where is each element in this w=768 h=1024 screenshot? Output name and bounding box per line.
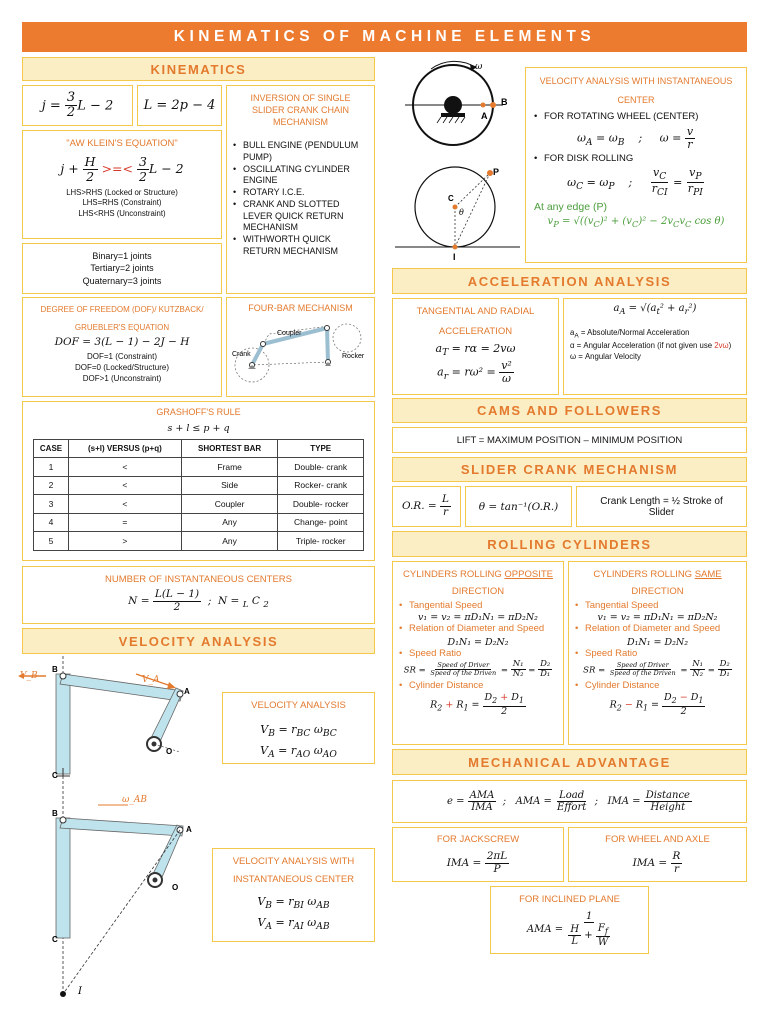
- slider-header: SLIDER CRANK MECHANISM: [392, 457, 747, 482]
- fourbar-box: FOUR-BAR MECHANISM Coupler Rocker Crank: [226, 297, 375, 397]
- svg-text:A: A: [184, 687, 190, 696]
- kinematics-header: KINEMATICS: [22, 57, 375, 81]
- inversion-list: • BULL ENGINE (PENDULUM PUMP) • OSCILLATING CYLINDER ENGINE • ROTARY I.C.E. • CRANK AND SLOTTED LEVER QUICK RETURN MECHANISM • WITHWORTH QUICK RETURN MECHANISM: [233, 140, 368, 257]
- wheel-diagram: [395, 55, 520, 265]
- klein-equation: j + $\frac{H}{2}$ >=< $\frac{3}{2}$ L − 2: [60, 154, 184, 184]
- svg-text:ω_AB: ω_AB: [122, 795, 147, 805]
- velocity-analysis-box: VELOCITY ANALYSIS $V_B = r_{BC}$ $\omega_{BC}$ $V_A = r_{AO}$ $\omega_{AO}$: [222, 692, 375, 764]
- acceleration-header: ACCELERATION ANALYSIS: [392, 268, 747, 294]
- fourbar-diagram: [227, 320, 372, 395]
- svg-text:P: P: [493, 167, 500, 177]
- svg-text:V_A: V_A: [142, 675, 160, 685]
- inclined-plane-box: FOR INCLINED PLANE AMA = 1 $\frac{H}{L}$ + $\frac{F_f}{W}$: [490, 886, 649, 954]
- theta-box: θ = tan⁻¹(O.R.): [465, 486, 572, 527]
- lift-box: LIFT = MAXIMUM POSITION – MINIMUM POSITION: [392, 427, 747, 453]
- jackscrew-box: FOR JACKSCREW IMA = $\frac{2\pi L}{P}$: [392, 827, 564, 882]
- efficiency-box: e = $\frac{\text{AMA}}{\text{IMA}}$ ; AMA = $\frac{\text{Load}}{\text{Effort}}$ ; IMA = $\frac{\text{Distance}}{\text{Height}}$: [392, 780, 747, 823]
- svg-text:V_B: V_B: [20, 671, 38, 681]
- klein-box: "AW KLEIN'S EQUATION" j + $\frac{H}{2}$ >=< $\frac{3}{2}$ L − 2 LHS>RHS (Locked or Structure) LHS=RHS (Constraint) LHS<RHS (Unconstraint): [22, 130, 222, 239]
- cams-header: CAMS AND FOLLOWERS: [392, 398, 747, 423]
- svg-text:C: C: [52, 935, 58, 944]
- dof-box: DEGREE OF FREEDOM (DOF)/ KUTZBACK/ GRUEBLER'S EQUATION DOF = 3(L − 1) − 2J − H DOF=1 (Constraint) DOF=0 (Locked/Structure) DOF>1 (Unconstraint): [22, 297, 222, 397]
- svg-text:O: O: [172, 883, 179, 892]
- or-box: O.R. = $\frac{L}{r}$: [392, 486, 461, 527]
- rolling-same-box: CYLINDERS ROLLING SAME DIRECTION • Tangential Speed v₁ = v₂ = πD₁N₁ = πD₂N₂ • Relation of Diameter and Speed D₁N₁ = D₂N₂ • Speed Ratio SR = $\frac{\text{Speed of Driver}}{\text{Speed of the Driven}}$ = $\frac{\text{N₁}}{\text{N₂}}$ = $\frac{\text{D₂}}{\text{D₁}}$ • Cylinder Distance $R_2 - R_1$ = $\frac{D_2 - D_1}{2}$: [568, 561, 747, 745]
- inversion-box: INVERSION OF SINGLE SLIDER CRANK CHAIN MECHANISM • BULL ENGINE (PENDULUM PUMP) • OSCILLATING CYLINDER ENGINE • ROTARY I.C.E. • CRANK AND SLOTTED LEVER QUICK RETURN MECHANISM • WITHWORTH QUICK RETURN MECHANISM: [226, 85, 375, 294]
- wheel-axle-box: FOR WHEEL AND AXLE IMA = $\frac{R}{r}$: [568, 827, 747, 882]
- rolling-header: ROLLING CYLINDERS: [392, 531, 747, 557]
- vic-box: VELOCITY ANALYSIS WITH INSTANTANEOUS CENTER • FOR ROTATING WHEEL (CENTER) $\omega_A = \omega_B$ ; ω = $\frac{v}{r}$ • FOR DISK ROLLING $\omega_C = \omega_P$ ; $\frac{v_C}{r_{CI}}$ = $\frac{v_P}{r_{PI}}$ At any edge (P) $v_P = √((v_C)^2 + (v_C)^2 - 2v_Cv_C$ cos θ): [525, 67, 747, 263]
- crank-length-box: Crank Length = ½ Stroke of Slider: [576, 486, 747, 527]
- centers-box: NUMBER OF INSTANTANEOUS CENTERS N = $\frac{L(L - 1)}{2}$ ; N = $_L$ C $_2$: [22, 566, 375, 624]
- rocker-label: Rocker: [342, 353, 365, 360]
- lhs-list: LHS>RHS (Locked or Structure) LHS=RHS (Constraint) LHS<RHS (Unconstraint): [66, 187, 178, 218]
- crank-label: Crank: [232, 351, 251, 358]
- svg-text:θ: θ: [459, 208, 464, 217]
- velocity-header: VELOCITY ANALYSIS: [22, 628, 375, 654]
- velocity-linkage-diagram: [16, 656, 216, 1006]
- tangential-radial-box: TANGENTIAL AND RADIAL ACCELERATION $a_T = r\alpha = 2v\omega$ $a_r = r\omega^2$ = $\frac{\text{v²}}{\omega}$: [392, 298, 559, 395]
- svg-text:C: C: [52, 771, 58, 780]
- svg-text:B: B: [52, 665, 58, 674]
- joints-box: Binary=1 joints Tertiary=2 joints Quaternary=3 joints: [22, 243, 222, 294]
- grashof-box: GRASHOFF'S RULE s + l ≤ p + q CASE (s+l) VERSUS (p+q) SHORTEST BAR TYPE 1 < Frame Double- crank 2 < Side Rocker- crank 3 < Coupler Double- rocker 4 = Any Change- point 5 > Any Triple- rocker: [22, 401, 375, 561]
- absolute-accel-box: $a_A = √(a_t^2 + a_r^2)$ $a_A$ = Absolute/Normal Acceleration α = Angular Acceleration (if not given use 2vω) ω = Angular Velocity: [563, 298, 747, 395]
- grashof-table: CASE (s+l) VERSUS (p+q) SHORTEST BAR TYPE 1 < Frame Double- crank 2 < Side Rocker- crank 3 < Coupler Double- rocker 4 = Any Change- point 5 > Any Triple- rocker: [33, 439, 364, 551]
- table-row: 5 > Any Triple- rocker: [34, 532, 364, 551]
- svg-text:A: A: [481, 111, 488, 121]
- table-row: 4 = Any Change- point: [34, 513, 364, 532]
- svg-text:I: I: [453, 252, 456, 262]
- coupler-label: Coupler: [277, 330, 302, 337]
- table-row: 1 < Frame Double- crank: [34, 458, 364, 477]
- title-banner: [22, 22, 747, 52]
- table-row: 3 < Coupler Double- rocker: [34, 495, 364, 514]
- svg-text:B: B: [501, 97, 508, 107]
- svg-text:O: O: [166, 747, 173, 756]
- svg-text:C: C: [448, 194, 454, 203]
- velocity-ic-box: VELOCITY ANALYSIS WITH INSTANTANEOUS CENTER $V_B = r_{BI}$ $\omega_{AB}$ $V_A = r_{AI}$ $\omega_{AB}$: [212, 848, 375, 942]
- rolling-opposite-box: CYLINDERS ROLLING OPPOSITE DIRECTION • Tangential Speed v₁ = v₂ = πD₁N₁ = πD₂N₂ • Relation of Diameter and Speed D₁N₁ = D₂N₂ • Speed Ratio SR = $\frac{\text{Speed of Driver}}{\text{Speed of the Driven}}$ = $\frac{\text{N₁}}{\text{N₂}}$ = $\frac{\text{D₂}}{\text{D₁}}$ • Cylinder Distance $R_2 + R_1$ = $\frac{D_2 + D_1}{2}$: [392, 561, 564, 745]
- table-row: 2 < Side Rocker- crank: [34, 476, 364, 495]
- svg-text:A: A: [186, 825, 192, 834]
- mech-advantage-header: MECHANICAL ADVANTAGE: [392, 749, 747, 775]
- eq-j-box: j = $\frac{3}{2}$ L − 2: [22, 85, 133, 126]
- eq-L-box: L = 2p − 4: [137, 85, 222, 126]
- svg-text:ω: ω: [475, 62, 483, 72]
- page-title: KINEMATICS OF MACHINE ELEMENTS: [173, 28, 596, 45]
- svg-text:B: B: [52, 809, 58, 818]
- svg-text:I: I: [78, 986, 82, 997]
